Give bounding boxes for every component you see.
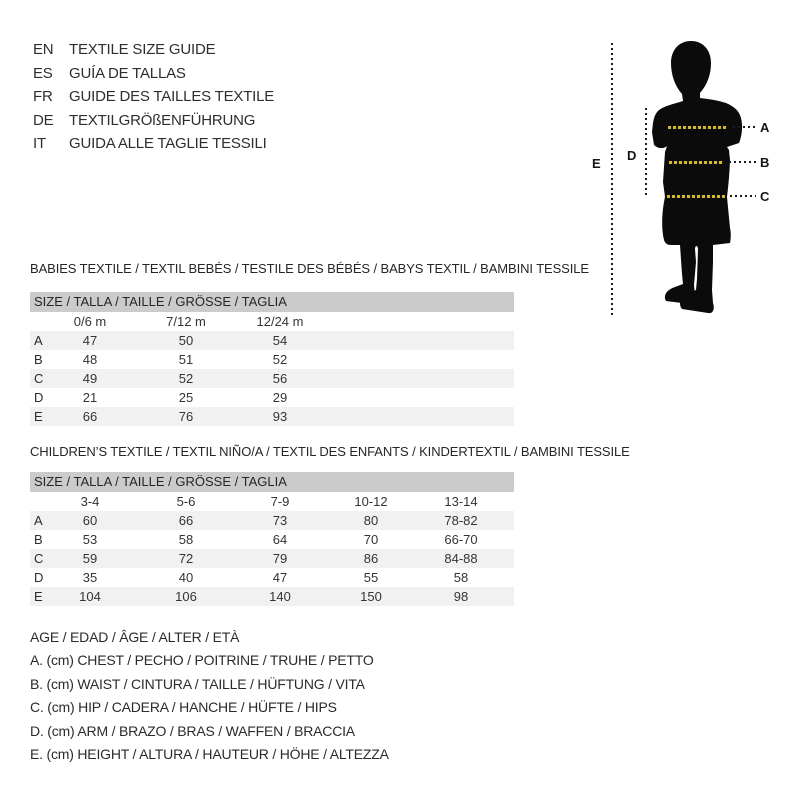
table-cell: 51 bbox=[178, 352, 194, 367]
table-cell: 66 bbox=[82, 409, 98, 424]
height-measure-line-e bbox=[611, 43, 613, 316]
row-label: B bbox=[34, 352, 43, 367]
column-header: 12/24 m bbox=[256, 314, 304, 329]
table-row bbox=[30, 530, 514, 549]
column-header: 3-4 bbox=[80, 494, 100, 509]
figure-label-a: A bbox=[760, 120, 770, 135]
row-label: A bbox=[34, 513, 43, 528]
arm-measure-line-d bbox=[645, 108, 647, 196]
waist-measure-dash-b bbox=[669, 161, 723, 164]
table-cell: 150 bbox=[360, 589, 382, 604]
lang-code: ES bbox=[33, 64, 53, 82]
column-header: 5-6 bbox=[176, 494, 196, 509]
table-cell: 40 bbox=[178, 570, 194, 585]
table-cell: 58 bbox=[178, 532, 194, 547]
table-cell: 86 bbox=[363, 551, 379, 566]
child-silhouette-icon bbox=[630, 32, 780, 322]
legend-hip: C. (cm) HIP / CADERA / HANCHE / HÜFTE / HIPS bbox=[30, 699, 337, 716]
table-cell: 104 bbox=[79, 589, 101, 604]
table-cell: 76 bbox=[178, 409, 194, 424]
table-cell: 48 bbox=[82, 352, 98, 367]
table-cell: 66 bbox=[178, 513, 194, 528]
row-label: D bbox=[34, 570, 44, 585]
table-cell: 56 bbox=[272, 371, 288, 386]
table-cell: 98 bbox=[453, 589, 469, 604]
column-header: 7/12 m bbox=[166, 314, 206, 329]
table-cell: 49 bbox=[82, 371, 98, 386]
row-label: D bbox=[34, 390, 44, 405]
figure-label-c: C bbox=[760, 189, 770, 204]
lang-title: TEXTILE SIZE GUIDE bbox=[69, 41, 216, 58]
lang-code: EN bbox=[33, 41, 54, 58]
legend-age: AGE / EDAD / ÂGE / ALTER / ETÀ bbox=[30, 629, 240, 645]
chest-measure-dots-a bbox=[733, 126, 757, 128]
chest-measure-dash-a bbox=[668, 126, 727, 129]
table-cell: 21 bbox=[82, 390, 98, 405]
measurement-legend bbox=[30, 629, 389, 769]
figure-label-d: D bbox=[627, 148, 637, 163]
table-cell: 64 bbox=[272, 532, 288, 547]
children-section-title: CHILDREN’S TEXTILE / TEXTIL NIÑO/A / TEXTIL DES ENFANTS / KINDERTEXTIL / BAMBINI TESSILE bbox=[30, 444, 630, 459]
lang-code: FR bbox=[33, 88, 53, 105]
table-row bbox=[30, 331, 514, 350]
legend-waist: B. (cm) WAIST / CINTURA / TAILLE / HÜFTUNG / VITA bbox=[30, 675, 365, 692]
hip-measure-dash-c bbox=[667, 195, 725, 198]
legend-arm: D. (cm) ARM / BRAZO / BRAS / WAFFEN / BRACCIA bbox=[30, 722, 355, 739]
table-cell: 73 bbox=[272, 513, 288, 528]
row-label: B bbox=[34, 532, 43, 547]
babies-column-header-row bbox=[30, 312, 514, 331]
table-cell: 52 bbox=[178, 371, 194, 386]
table-row bbox=[30, 388, 514, 407]
table-cell: 47 bbox=[272, 570, 288, 585]
table-row bbox=[30, 568, 514, 587]
table-row bbox=[30, 587, 514, 606]
table-cell: 35 bbox=[82, 570, 98, 585]
table-cell: 78-82 bbox=[444, 513, 478, 528]
row-label: C bbox=[34, 371, 44, 386]
table-cell: 79 bbox=[272, 551, 288, 566]
legend-chest: A. (cm) CHEST / PECHO / POITRINE / TRUHE / PETTO bbox=[30, 652, 374, 669]
column-header: 13-14 bbox=[444, 494, 478, 509]
figure-label-e: E bbox=[592, 156, 601, 171]
lang-code: DE bbox=[33, 111, 54, 129]
table-cell: 25 bbox=[178, 390, 194, 405]
waist-measure-dots-b bbox=[729, 161, 756, 163]
lang-title: TEXTILGRÖßENFÜHRUNG bbox=[69, 111, 256, 129]
language-title-list bbox=[33, 41, 274, 159]
column-header: 10-12 bbox=[354, 494, 388, 509]
table-cell: 58 bbox=[453, 570, 469, 585]
column-header: 7-9 bbox=[270, 494, 290, 509]
lang-code: IT bbox=[33, 135, 46, 152]
table-cell: 53 bbox=[82, 532, 98, 547]
column-header: 0/6 m bbox=[73, 314, 107, 329]
row-label: C bbox=[34, 551, 44, 566]
row-label: E bbox=[34, 589, 43, 604]
lang-row-de bbox=[33, 112, 274, 136]
table-cell: 140 bbox=[269, 589, 291, 604]
figure-label-b: B bbox=[760, 155, 770, 170]
table-cell: 60 bbox=[82, 513, 98, 528]
table-row bbox=[30, 549, 514, 568]
table-cell: 72 bbox=[178, 551, 194, 566]
lang-row-fr bbox=[33, 88, 274, 112]
table-cell: 106 bbox=[175, 589, 197, 604]
babies-section-title: BABIES TEXTILE / TEXTIL BEBÉS / TESTILE DES BÉBÉS / BABYS TEXTIL / BAMBINI TESSILE bbox=[30, 261, 589, 276]
lang-row-en bbox=[33, 41, 274, 65]
table-cell: 29 bbox=[272, 390, 288, 405]
lang-row-es bbox=[33, 65, 274, 89]
table-cell: 47 bbox=[82, 333, 98, 348]
table-cell: 59 bbox=[82, 551, 98, 566]
table-cell: 66-70 bbox=[444, 532, 478, 547]
lang-title: GUIDA ALLE TAGLIE TESSILI bbox=[69, 135, 267, 152]
table-cell: 54 bbox=[272, 333, 288, 348]
children-size-header-bar: SIZE / TALLA / TAILLE / GRÖSSE / TAGLIA bbox=[30, 472, 514, 492]
hip-measure-dots-c bbox=[730, 195, 756, 197]
table-cell: 80 bbox=[363, 513, 379, 528]
row-label: A bbox=[34, 333, 43, 348]
row-label: E bbox=[34, 409, 43, 424]
lang-row-it bbox=[33, 135, 274, 159]
table-row bbox=[30, 511, 514, 530]
lang-title: GUÍA DE TALLAS bbox=[69, 64, 186, 82]
babies-size-header-bar: SIZE / TALLA / TAILLE / GRÖSSE / TAGLIA bbox=[30, 292, 514, 312]
table-row bbox=[30, 407, 514, 426]
lang-title: GUIDE DES TAILLES TEXTILE bbox=[69, 88, 275, 105]
table-cell: 70 bbox=[363, 532, 379, 547]
table-cell: 84-88 bbox=[444, 551, 478, 566]
legend-height: E. (cm) HEIGHT / ALTURA / HAUTEUR / HÖHE / ALTEZZA bbox=[30, 745, 389, 762]
table-row bbox=[30, 350, 514, 369]
table-cell: 55 bbox=[363, 570, 379, 585]
children-column-header-row bbox=[30, 492, 514, 511]
table-cell: 93 bbox=[272, 409, 288, 424]
table-cell: 52 bbox=[272, 352, 288, 367]
table-cell: 50 bbox=[178, 333, 194, 348]
table-row bbox=[30, 369, 514, 388]
